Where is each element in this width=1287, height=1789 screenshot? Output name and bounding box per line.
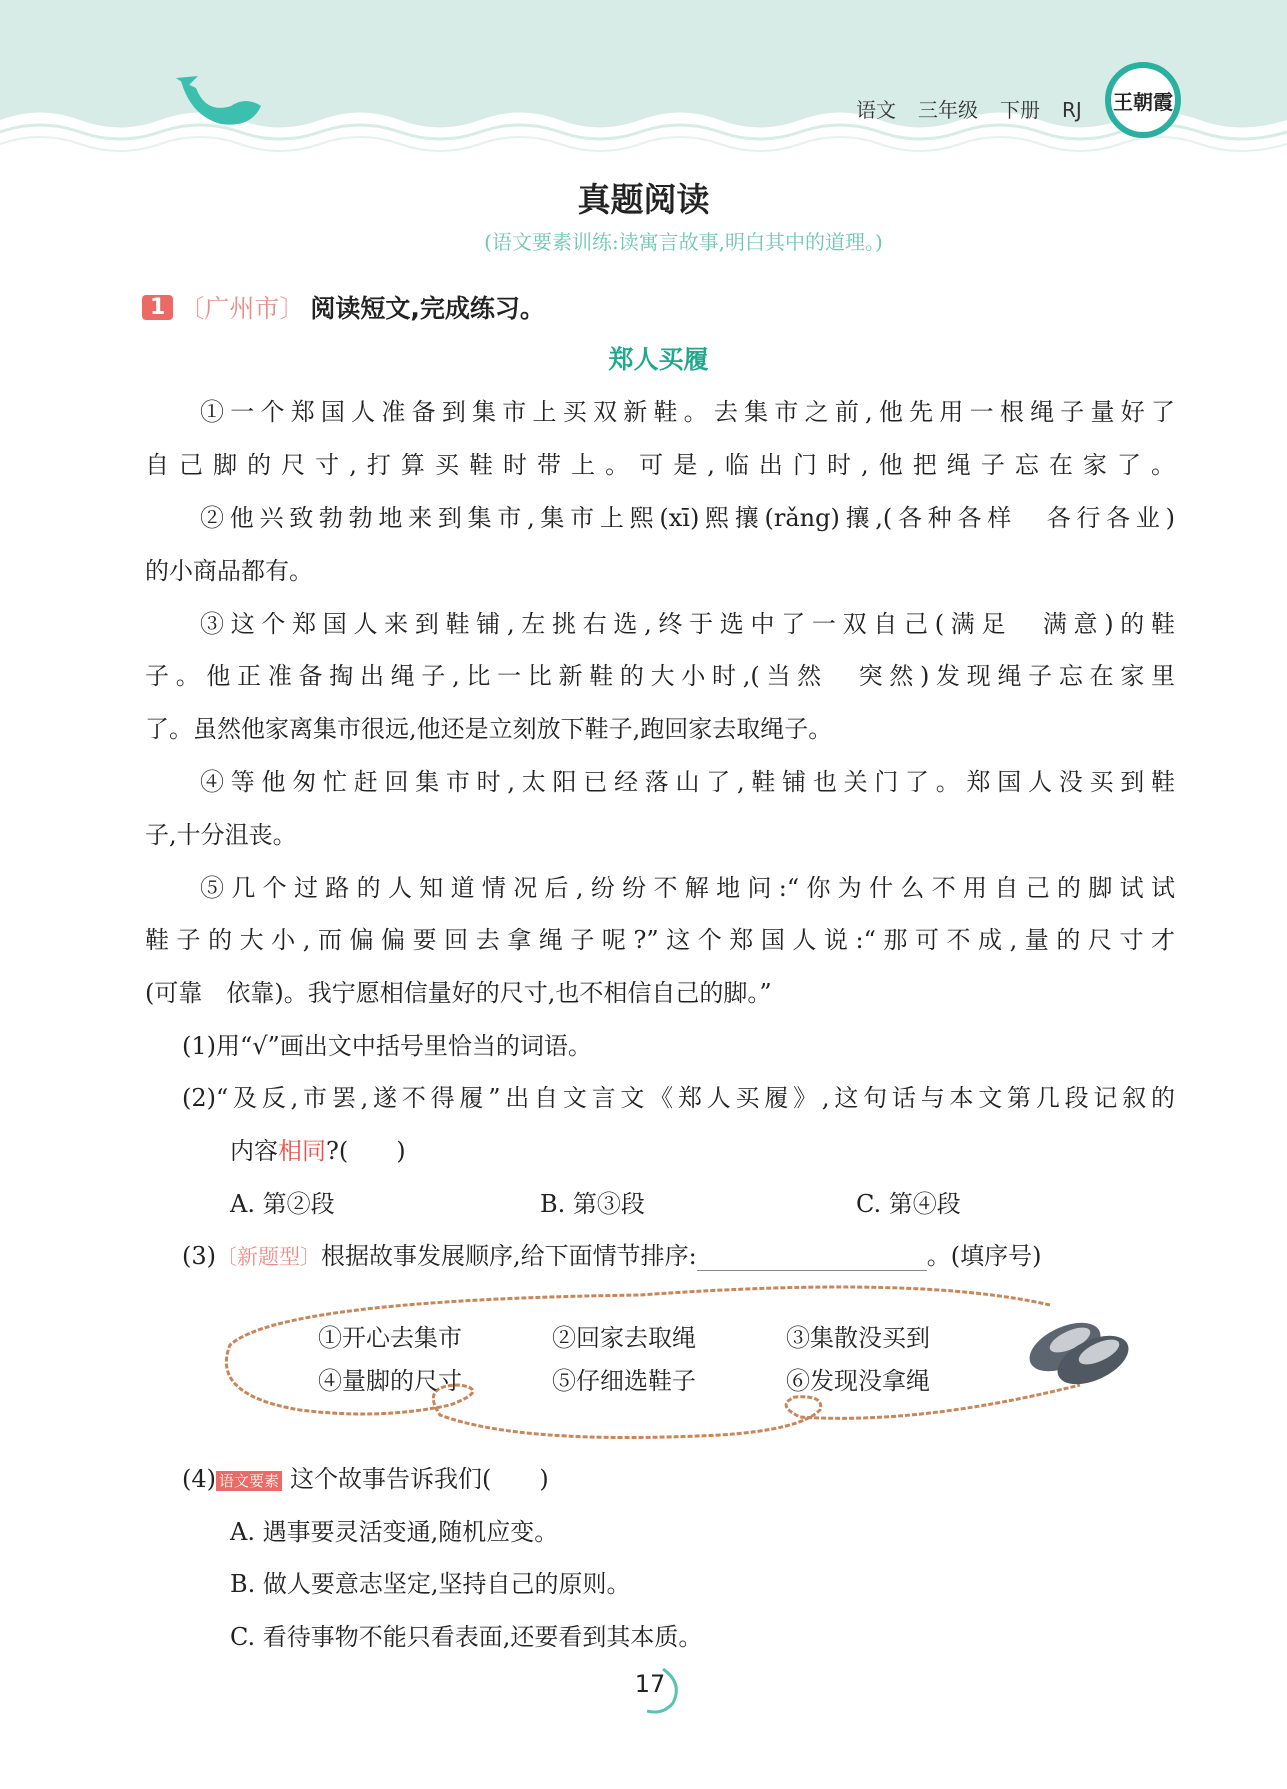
text-line: ③这个郑国人来到鞋铺,左挑右选,终于选中了一双自己(满足 满意)的鞋 <box>200 610 1175 638</box>
q4-prefix: (4) <box>182 1465 216 1493</box>
q2-highlight: 相同 <box>278 1137 326 1165</box>
page-title: 真题阅读 <box>577 180 710 219</box>
q4-text[interactable]: 这个故事告诉我们( ) <box>290 1465 549 1493</box>
question-heading <box>142 289 545 325</box>
text-line: 鞋子的大小,而偏偏要回去拿绳子呢?”这个郑国人说:“那可不成,量的尺寸才 <box>145 926 1175 954</box>
page-number: 17 <box>634 1670 666 1698</box>
text-line: (可靠 依靠)。我宁愿相信量好的尺寸,也不相信自己的脚。” <box>145 979 772 1007</box>
option-b[interactable]: B. 第③段 <box>540 1190 645 1218</box>
plot-item: ①开心去集市 <box>318 1324 462 1352</box>
subquestion-3 <box>182 1236 1041 1271</box>
question-instruction: 阅读短文,完成练习。 <box>310 294 545 323</box>
order-answer-blank[interactable] <box>697 1244 927 1271</box>
question-number: 1 <box>142 295 173 320</box>
story-title: 郑人买履 <box>608 345 709 374</box>
text-line: ⑤几个过路的人知道情况后,纷纷不解地问:“你为什么不用自己的脚试试 <box>200 874 1175 902</box>
text-line: ①一个郑国人准备到集市上买双新鞋。去集市之前,他先用一根绳子量好了 <box>200 398 1175 426</box>
subject: 语文 <box>856 98 896 122</box>
q3-tag: 〔新题型〕 <box>216 1245 321 1269</box>
q3-prefix: (3) <box>182 1242 216 1270</box>
subquestion-2: (2)“及反,市罢,遂不得履”出自文言文《郑人买履》,这句话与本文第几段记叙的 <box>182 1084 1175 1112</box>
option-c[interactable]: C. 看待事物不能只看表面,还要看到其本质。 <box>230 1623 703 1651</box>
text-line: 子。他正准备掏出绳子,比一比新鞋的大小时,(当然 突然)发现绳子忘在家里 <box>145 662 1175 690</box>
subquestion-2-cont <box>230 1131 406 1166</box>
shoes-icon <box>1025 1312 1135 1392</box>
question-source: 〔广州市〕 <box>179 294 305 323</box>
q2-text: 内容 <box>230 1137 278 1165</box>
plot-item: ②回家去取绳 <box>552 1324 696 1352</box>
book-info <box>856 94 1104 123</box>
grade: 三年级 <box>918 98 978 122</box>
text-line: ④等他匆忙赶回集市时,太阳已经落山了,鞋铺也关门了。郑国人没买到鞋 <box>200 768 1175 796</box>
option-a[interactable]: A. 遇事要灵活变通,随机应变。 <box>230 1518 559 1546</box>
text-line: ②他兴致勃勃地来到集市,集市上熙(xī)熙攘(rǎng)攘,(各种各样 各行各业) <box>200 504 1175 532</box>
plot-item: ④量脚的尺寸 <box>318 1367 462 1395</box>
logo-text: 王朝霞 <box>1113 89 1173 114</box>
plot-item: ⑤仔细选鞋子 <box>552 1367 696 1395</box>
text-line: 自己脚的尺寸,打算买鞋时带上。可是,临出门时,他把绳子忘在家了。 <box>145 451 1175 479</box>
q2-answer-blank[interactable]: ?( ) <box>326 1137 406 1165</box>
text-line: 了。虽然他家离集市很远,他还是立刻放下鞋子,跑回家去取绳子。 <box>145 715 833 743</box>
edition: RJ <box>1062 98 1082 122</box>
page-subtitle: (语文要素训练:读寓言故事,明白其中的道理。) <box>484 230 883 254</box>
option-c[interactable]: C. 第④段 <box>856 1190 961 1218</box>
q3-text: 根据故事发展顺序,给下面情节排序: <box>321 1242 697 1270</box>
volume: 下册 <box>1000 98 1040 122</box>
plot-item: ③集散没买到 <box>786 1324 930 1352</box>
subquestion-4 <box>182 1459 549 1494</box>
option-a[interactable]: A. 第②段 <box>230 1190 335 1218</box>
subquestion-1: (1)用“√”画出文中括号里恰当的词语。 <box>182 1032 592 1060</box>
brand-logo <box>1105 62 1181 138</box>
q4-badge: 语文要素 <box>216 1471 282 1491</box>
text-line: 子,十分沮丧。 <box>145 821 297 849</box>
whale-icon <box>176 76 266 131</box>
option-b[interactable]: B. 做人要意志坚定,坚持自己的原则。 <box>230 1570 631 1598</box>
text-line: 的小商品都有。 <box>145 557 313 585</box>
plot-item: ⑥发现没拿绳 <box>786 1367 930 1395</box>
q3-suffix: 。(填序号) <box>926 1242 1042 1270</box>
